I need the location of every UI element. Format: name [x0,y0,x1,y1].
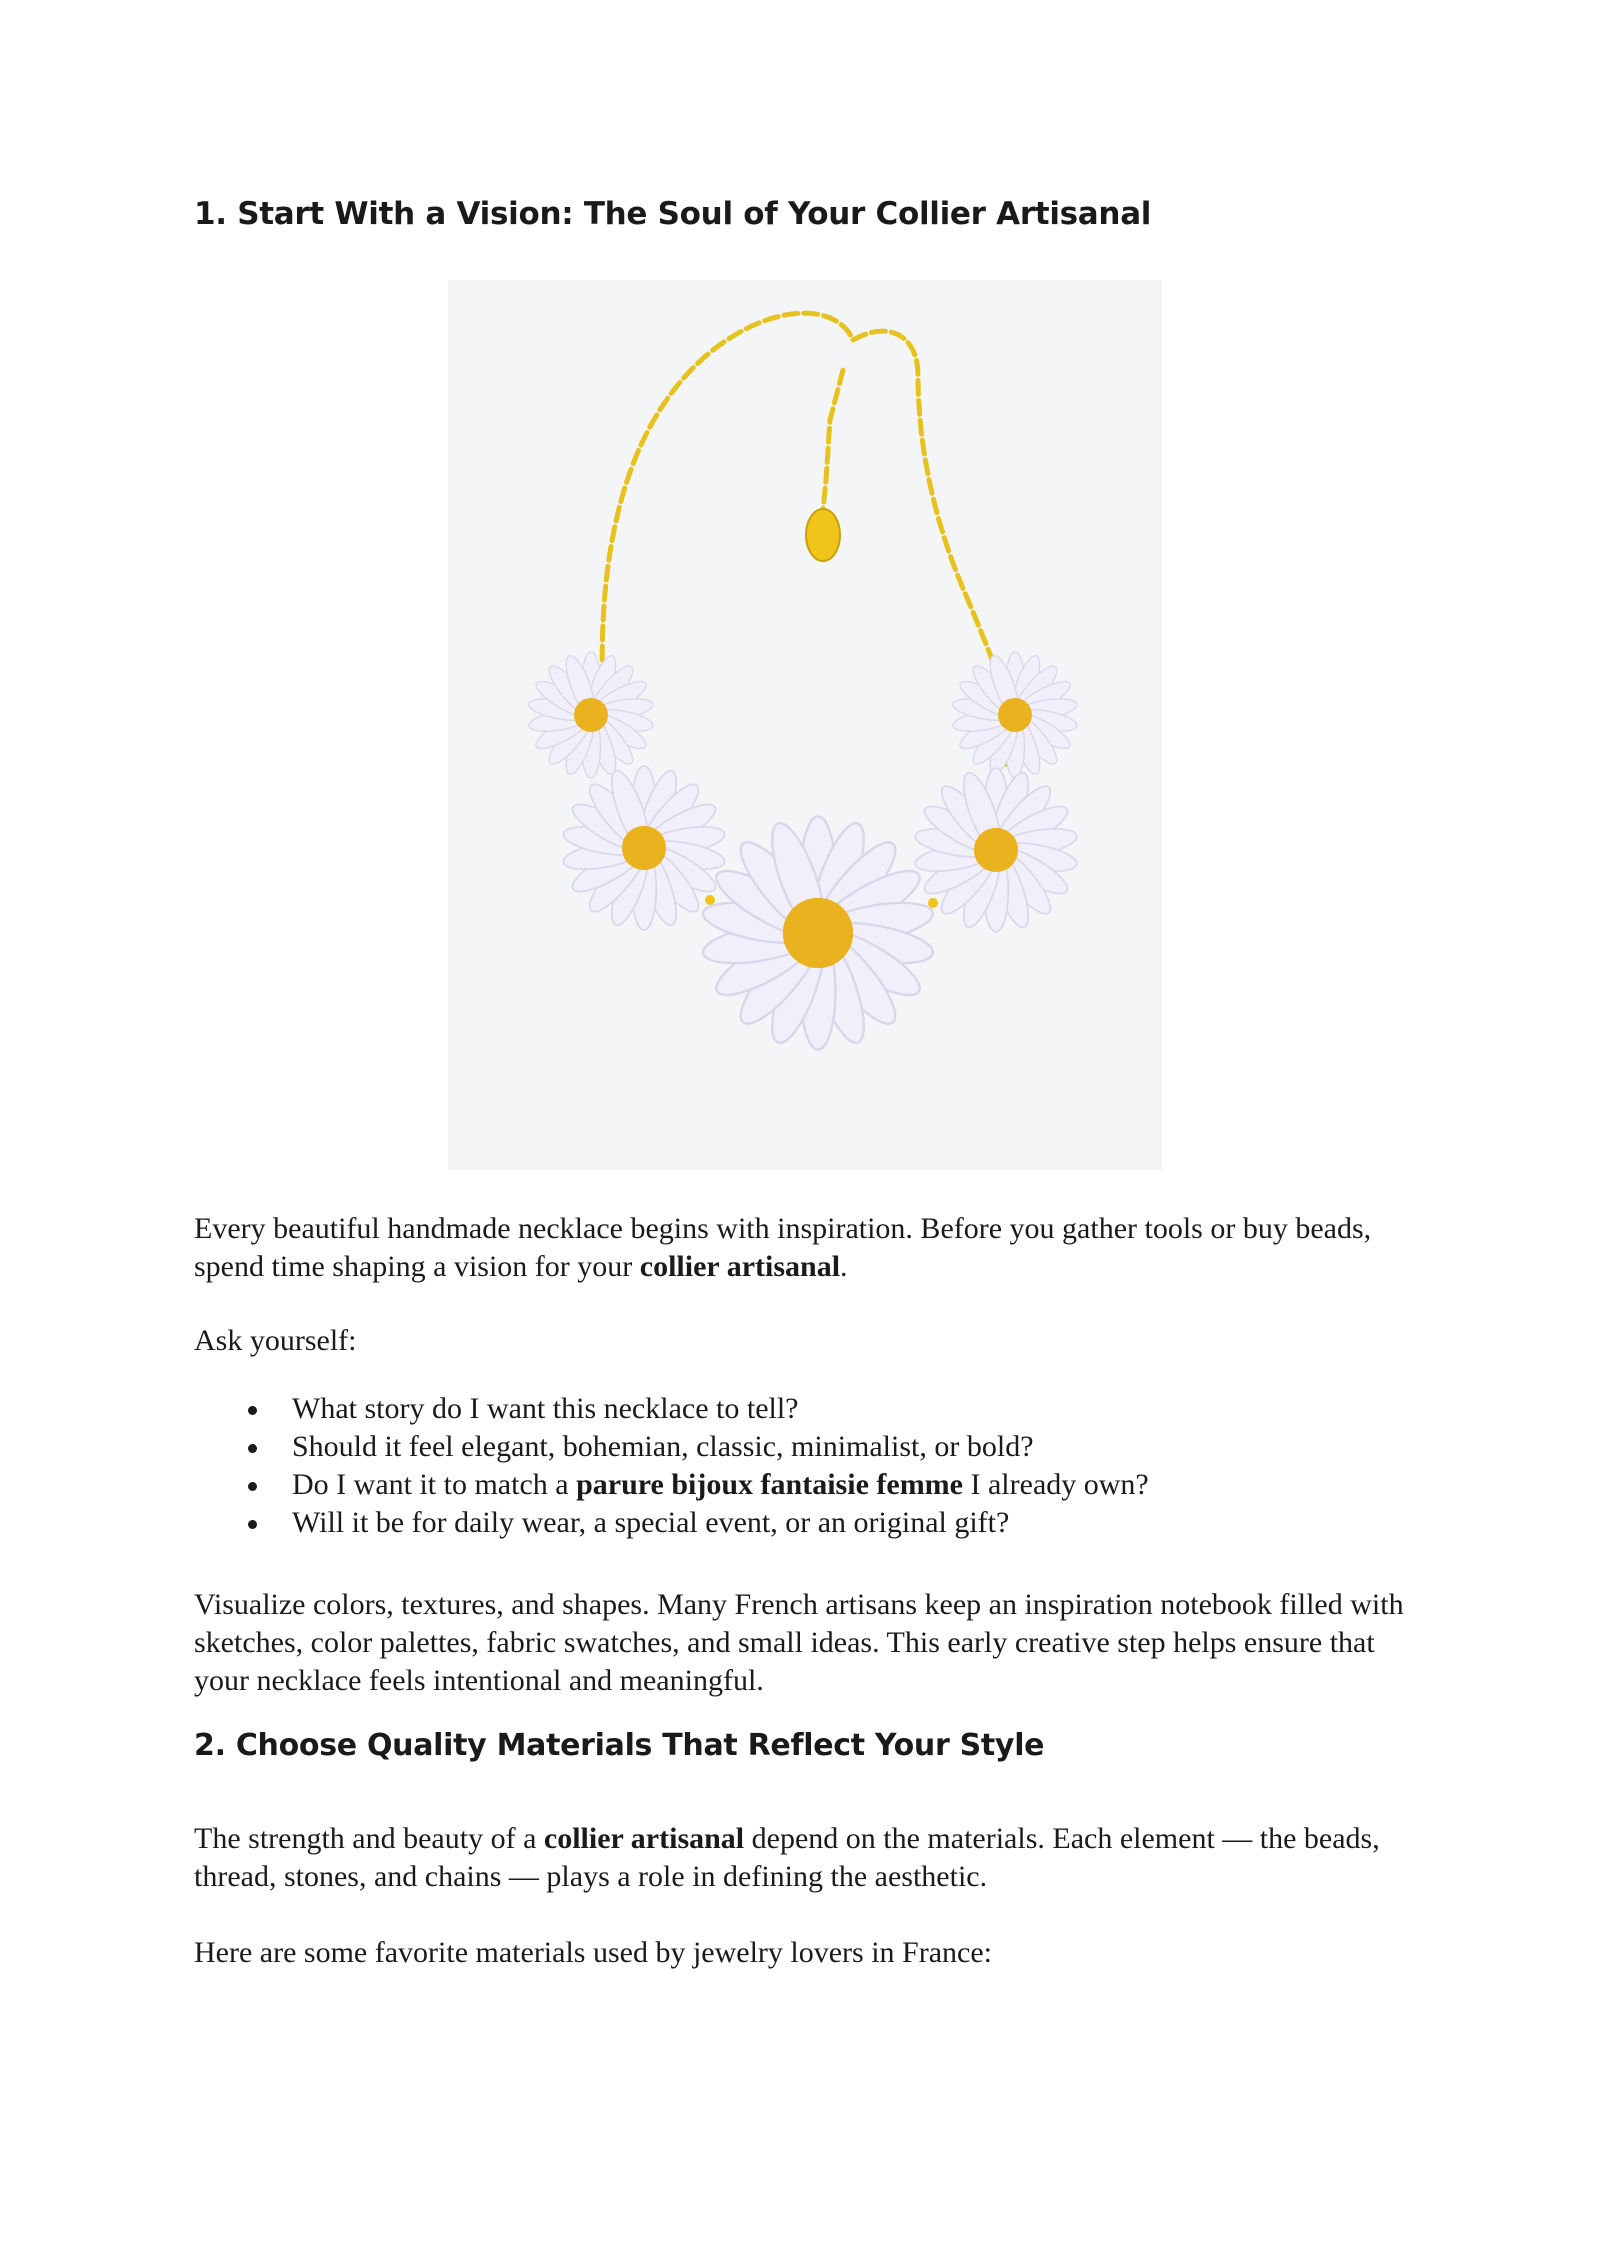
daisy-medium-right [913,768,1079,932]
pendant-tag [806,509,840,561]
materials-paragraph: The strength and beauty of a collier artisanal depend on the materials. Each element — the beads, thread, stones, and chains — plays a role in defining the aesthetic. [194,1822,1380,1893]
list-item: Will it be for daily wear, a special event, or an original gift? [194,1504,1149,1542]
visualize-paragraph: Visualize colors, textures, and shapes. Many French artisans keep an inspiration notebook filled with sketches, color palettes, fabric swatches, and small ideas. This early creative step helps ensure that your necklace feels intentional and meaningful. [194,1588,1404,1697]
gold-chain [602,313,1013,720]
daisy-small-left [527,652,654,778]
favorites-intro: Here are some favorite materials used by jewelry lovers in France: [194,1936,993,1969]
section-1-heading: 1. Start With a Vision: The Soul of Your Collier Artisanal [194,196,1152,232]
necklace-photo [448,280,1162,1170]
question-list [194,1390,1149,1542]
section-2-heading: 2. Choose Quality Materials That Reflect Your Style [194,1728,1045,1763]
ask-yourself-text: Ask yourself: [194,1324,357,1357]
daisy-small-right [951,652,1078,778]
daisy-medium-left [561,766,727,930]
daisy-large-center [700,816,936,1049]
list-item: Should it feel elegant, bohemian, classic, minimalist, or bold? [194,1428,1149,1466]
list-item: What story do I want this necklace to tell? [194,1390,1149,1428]
daisy-necklace-image [448,280,1162,1170]
intro-paragraph: Every beautiful handmade necklace begins with inspiration. Before you gather tools or buy beads, spend time shaping a vision for your collier artisanal. [194,1212,1372,1283]
list-item: Do I want it to match a parure bijoux fantaisie femme I already own? [194,1466,1149,1504]
